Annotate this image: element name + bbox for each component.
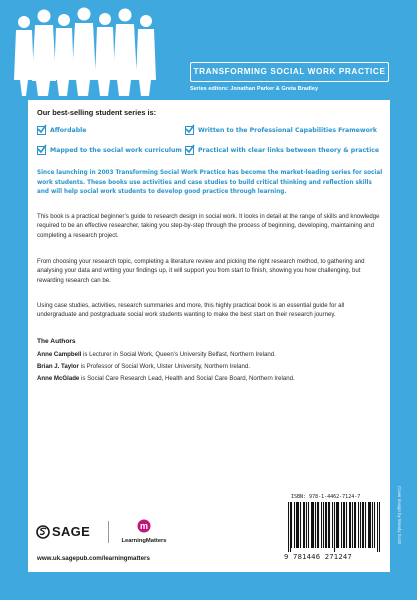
barcode-bar — [317, 502, 318, 548]
checkbox-tick-icon — [37, 126, 46, 135]
author-entry — [37, 363, 383, 370]
promo-text: has become the market-leading series for social work students. These books use activities and case studies to build critical thinking and reflection skills and will help social work students to develop good practice through learning. — [37, 170, 383, 196]
promo-series-name: Transforming Social Work Practice — [115, 170, 226, 176]
barcode-bar — [344, 502, 345, 548]
barcode-bar — [352, 502, 353, 548]
learning-matters-emblem-letter: m — [139, 521, 149, 531]
series-editors: Series editors: Jonathan Parker & Greta Bradley — [190, 86, 319, 92]
author-description: is Lecturer in Social Work, Queen’s University Belfast, Northern Ireland. — [81, 351, 276, 358]
barcode-bar — [372, 502, 373, 548]
feature-label: Practical with clear links between theory & practice — [198, 147, 380, 154]
barcode-bar — [328, 502, 329, 548]
author-entry — [37, 351, 383, 358]
feature-item — [185, 146, 379, 155]
author-name: Anne McGlade — [37, 375, 80, 382]
barcode-bar — [329, 502, 330, 548]
barcode-bar — [341, 502, 342, 548]
barcode-bar — [296, 502, 297, 548]
people-silhouettes-image — [12, 0, 162, 96]
barcode-bar — [291, 502, 292, 548]
barcode-bar — [323, 502, 324, 548]
barcode-bar — [363, 502, 364, 548]
barcode-bar — [350, 502, 351, 548]
isbn-label: ISBN: 978-1-4462-7124-7 — [291, 494, 361, 500]
barcode-bar — [312, 502, 313, 548]
barcode-bar — [298, 502, 299, 548]
barcode-bar — [294, 502, 295, 548]
barcode-bar — [288, 502, 289, 552]
content-panel — [28, 100, 390, 572]
barcode-bar — [303, 502, 304, 548]
cover-design-credit: Cover design by Wendy Scott — [397, 486, 402, 544]
feature-item — [185, 126, 377, 135]
barcode-bar — [349, 502, 350, 548]
barcode-bar — [370, 502, 371, 548]
feature-label: Written to the Professional Capabilities Framework — [198, 127, 378, 134]
barcode-bar — [338, 502, 339, 548]
barcode-bar — [377, 502, 378, 552]
barcode-bar — [368, 502, 369, 548]
barcode-bar — [325, 502, 326, 548]
sage-wordmark: SAGE — [52, 524, 91, 539]
barcode-bar — [346, 502, 347, 548]
barcode-bar — [311, 502, 312, 548]
barcode-bar — [362, 502, 363, 548]
barcode-bar — [300, 502, 301, 548]
barcode-bar — [369, 502, 370, 548]
author-name: Brian J. Taylor — [37, 363, 79, 370]
barcode-bar — [355, 502, 356, 548]
barcode-digits: 9 781446 271247 — [284, 552, 352, 561]
barcode-bar — [343, 502, 344, 548]
barcode-bar — [313, 502, 314, 548]
barcode-bar — [304, 502, 305, 548]
author-description: is Social Care Research Lead, Health and Social Care Board, Northern Ireland. — [79, 375, 295, 382]
logo-divider — [108, 521, 109, 543]
feature-item — [37, 146, 182, 155]
checkbox-tick-icon — [37, 146, 46, 155]
learning-matters-wordmark: LearningMatters — [121, 538, 167, 544]
barcode-bar — [374, 502, 375, 548]
sage-logo — [36, 524, 90, 539]
barcode-bar — [297, 502, 298, 548]
barcode-bar — [308, 502, 309, 548]
learning-matters-logo — [114, 519, 174, 544]
barcode-bar — [379, 502, 380, 552]
barcode-bar — [306, 502, 307, 548]
series-title: TRANSFORMING SOCIAL WORK PRACTICE — [190, 62, 389, 82]
author-name: Anne Campbell — [37, 351, 82, 358]
barcode-bar — [315, 502, 316, 548]
promo-text: Since launching in 2003 — [37, 170, 116, 176]
barcode-bar — [365, 502, 366, 548]
barcode-image — [288, 502, 380, 552]
learning-matters-emblem-icon — [137, 519, 151, 533]
barcode-bar — [334, 502, 335, 552]
description-paragraph: From choosing your research topic, completing a literature review and picking the right research method, to gathering and analysing your data and writing your findings up, it will support you from start to finish, showing you how challenging, but rewarding research can be. — [37, 258, 365, 284]
barcode-bar — [290, 502, 291, 552]
publisher-url[interactable]: www.uk.sagepub.com/learningmatters — [37, 555, 150, 562]
barcode-bar — [318, 502, 319, 548]
bestselling-title: Our best-selling student series is: — [37, 108, 157, 117]
authors-title: The Authors — [37, 338, 76, 345]
barcode-bar — [326, 502, 327, 548]
description-paragraph: Using case studies, activities, research summaries and more, this highly practical book is an essential guide for all undergraduate and postgraduate social work students wanting to make the best start on their research journey. — [37, 302, 345, 319]
author-entry — [37, 375, 383, 382]
barcode-bar — [321, 502, 322, 548]
barcode-bar — [337, 502, 338, 548]
barcode-bar — [358, 502, 359, 548]
checkbox-tick-icon — [185, 146, 194, 155]
sage-emblem-icon — [36, 525, 50, 539]
series-promo — [37, 169, 383, 198]
author-description: is Professor of Social Work, Ulster University, Northern Ireland. — [78, 363, 251, 370]
barcode-bar — [354, 502, 355, 548]
feature-item — [37, 126, 86, 135]
barcode-bar — [336, 502, 337, 548]
description-paragraph: This book is a practical beginner’s guide to research design in social work. It looks in detail at the range of skills and knowledge required to be an effective researcher, taking you step-by-step through the process of beginning, developing, maintaining and completing a research project. — [37, 213, 380, 239]
feature-label: Mapped to the social work curriculum — [50, 147, 182, 154]
barcode-bar — [332, 502, 333, 548]
feature-label: Affordable — [50, 127, 87, 134]
checkbox-tick-icon — [185, 126, 194, 135]
barcode-bar — [360, 502, 361, 548]
